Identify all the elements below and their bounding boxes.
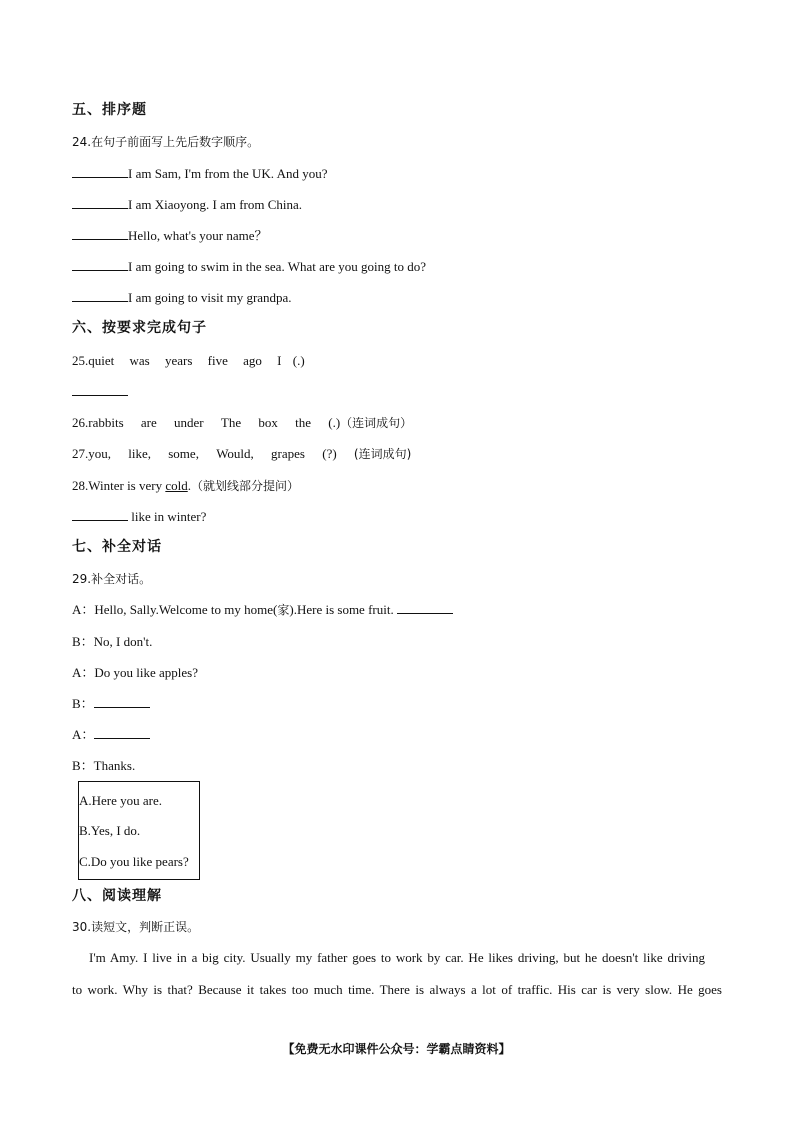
option-c: C.Do you like pears? (79, 854, 189, 869)
answer-blank[interactable] (72, 227, 128, 240)
answer-line-28: like in winter? (72, 508, 206, 526)
worksheet-page (72, 0, 732, 1122)
underlined-word: cold (165, 478, 188, 493)
reading-passage-line: I'm Amy. I live in a big city. Usually my father goes to work by car. He likes driving, but he doesn't like driving (89, 950, 705, 965)
answer-blank[interactable] (72, 196, 128, 209)
dialogue-line: B：No, I don't. (72, 634, 153, 649)
answer-line-25 (72, 383, 128, 401)
question-27: 27.you, like, some, Would, grapes (?) (连词成句) (72, 446, 412, 461)
answer-blank[interactable] (72, 258, 128, 271)
answer-blank[interactable] (397, 601, 453, 614)
question-30-prompt: 30.读短文，判断正误。 (72, 920, 200, 934)
option-b: B.Yes, I do. (79, 823, 141, 838)
question-26: 26.rabbits are under The box the (.)（连词成句） (72, 415, 413, 430)
reading-passage-line: to work. Why is that? Because it takes too much time. There is always a lot of traffic. His car is very slow. He goes (72, 982, 722, 997)
section-heading-complete-sentences: 六、按要求完成句子 (72, 320, 207, 336)
ordering-item: I am going to visit my grandpa. (72, 289, 292, 307)
option-a: A.Here you are. (79, 793, 163, 808)
answer-blank[interactable] (72, 508, 128, 521)
dialogue-line: A：Hello, Sally.Welcome to my home(家).Here is some fruit. (72, 601, 453, 619)
answer-blank[interactable] (94, 695, 150, 708)
answer-blank[interactable] (72, 289, 128, 302)
answer-blank[interactable] (72, 165, 128, 178)
dialogue-line: A：Do you like apples? (72, 665, 199, 680)
ordering-item: Hello, what's your name？ (72, 227, 268, 245)
question-24-prompt: 24.在句子前面写上先后数字顺序。 (72, 135, 260, 149)
ordering-item: I am Sam, I'm from the UK. And you? (72, 165, 327, 183)
question-29-prompt: 29.补全对话。 (72, 572, 152, 586)
ordering-item: I am Xiaoyong. I am from China. (72, 196, 302, 214)
answer-blank[interactable] (94, 726, 150, 739)
question-28: 28.Winter is very cold.（就划线部分提问） (72, 478, 299, 493)
section-heading-ordering: 五、排序题 (72, 102, 147, 118)
question-25: 25.quiet was years five ago I (.) (72, 353, 305, 368)
dialogue-line: B：Thanks. (72, 758, 136, 773)
section-heading-reading: 八、阅读理解 (72, 888, 162, 904)
dialogue-line: B： (72, 695, 150, 713)
dialogue-line: A： (72, 726, 150, 744)
answer-blank[interactable] (72, 383, 128, 396)
page-footer: 【免费无水印课件公众号：学霸点睛资料】 (282, 1042, 511, 1056)
ordering-item: I am going to swim in the sea. What are you going to do? (72, 258, 426, 276)
options-box (78, 781, 200, 880)
section-heading-dialogue: 七、补全对话 (72, 539, 162, 555)
